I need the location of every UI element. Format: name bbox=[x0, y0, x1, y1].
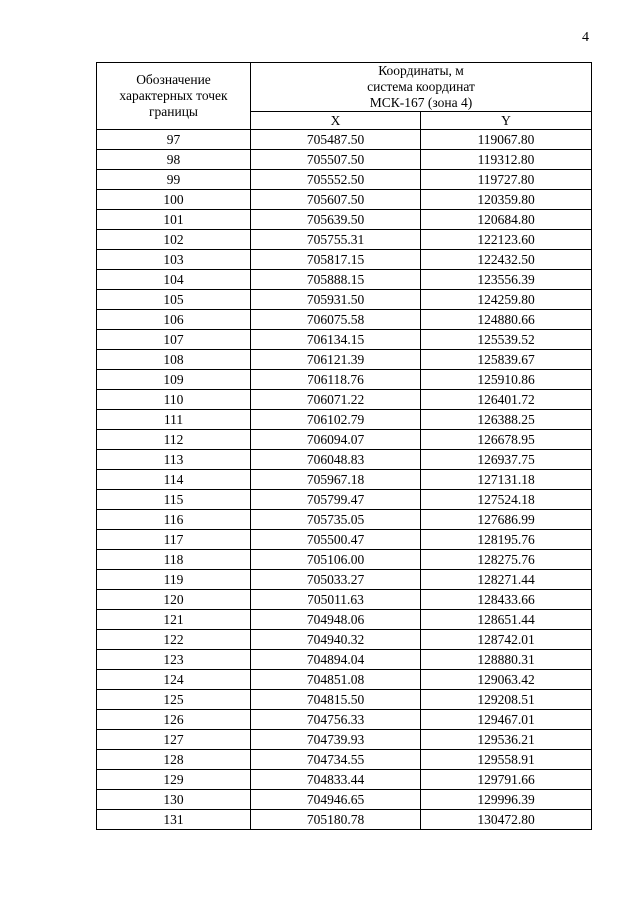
y-coordinate-cell: 127524.18 bbox=[421, 490, 592, 510]
table-row bbox=[97, 510, 592, 530]
coord-header-line: МСК-167 (зона 4) bbox=[369, 95, 473, 110]
x-coordinate-cell: 705552.50 bbox=[251, 170, 421, 190]
table-row bbox=[97, 610, 592, 630]
point-number-cell: 128 bbox=[97, 750, 251, 770]
y-coordinate-cell: 122432.50 bbox=[421, 250, 592, 270]
y-coordinate-cell: 126401.72 bbox=[421, 390, 592, 410]
y-coordinate-cell: 127131.18 bbox=[421, 470, 592, 490]
table-row bbox=[97, 210, 592, 230]
point-number-cell: 113 bbox=[97, 450, 251, 470]
y-coordinate-cell: 129208.51 bbox=[421, 690, 592, 710]
table-row bbox=[97, 410, 592, 430]
table-row bbox=[97, 490, 592, 510]
x-coordinate-cell: 705011.63 bbox=[251, 590, 421, 610]
x-coordinate-cell: 704894.04 bbox=[251, 650, 421, 670]
point-number-cell: 112 bbox=[97, 430, 251, 450]
y-coordinate-cell: 124880.66 bbox=[421, 310, 592, 330]
point-number-cell: 121 bbox=[97, 610, 251, 630]
point-number-cell: 127 bbox=[97, 730, 251, 750]
point-number-cell: 114 bbox=[97, 470, 251, 490]
table-row bbox=[97, 250, 592, 270]
y-coordinate-cell: 120684.80 bbox=[421, 210, 592, 230]
table-row bbox=[97, 690, 592, 710]
x-coordinate-cell: 706118.76 bbox=[251, 370, 421, 390]
x-coordinate-cell: 706048.83 bbox=[251, 450, 421, 470]
point-header-line: характерных точек bbox=[119, 88, 228, 103]
point-number-cell: 109 bbox=[97, 370, 251, 390]
table-row bbox=[97, 710, 592, 730]
table-row bbox=[97, 170, 592, 190]
x-coordinate-cell: 704756.33 bbox=[251, 710, 421, 730]
y-coordinate-cell: 119727.80 bbox=[421, 170, 592, 190]
table-row bbox=[97, 330, 592, 350]
y-coordinate-cell: 128651.44 bbox=[421, 610, 592, 630]
table-row bbox=[97, 530, 592, 550]
point-number-cell: 118 bbox=[97, 550, 251, 570]
x-coordinate-cell: 704833.44 bbox=[251, 770, 421, 790]
x-coordinate-cell: 704948.06 bbox=[251, 610, 421, 630]
y-coordinate-cell: 128880.31 bbox=[421, 650, 592, 670]
y-coordinate-cell: 122123.60 bbox=[421, 230, 592, 250]
point-number-cell: 130 bbox=[97, 790, 251, 810]
point-number-cell: 107 bbox=[97, 330, 251, 350]
y-coordinate-cell: 128275.76 bbox=[421, 550, 592, 570]
table-row bbox=[97, 190, 592, 210]
table-row bbox=[97, 370, 592, 390]
point-number-cell: 99 bbox=[97, 170, 251, 190]
y-coordinate-cell: 128433.66 bbox=[421, 590, 592, 610]
x-coordinate-cell: 705735.05 bbox=[251, 510, 421, 530]
x-coordinate-cell: 705106.00 bbox=[251, 550, 421, 570]
table-row bbox=[97, 750, 592, 770]
point-number-cell: 124 bbox=[97, 670, 251, 690]
point-number-cell: 125 bbox=[97, 690, 251, 710]
point-number-cell: 101 bbox=[97, 210, 251, 230]
point-number-cell: 106 bbox=[97, 310, 251, 330]
point-number-cell: 108 bbox=[97, 350, 251, 370]
table-row bbox=[97, 150, 592, 170]
point-number-cell: 119 bbox=[97, 570, 251, 590]
x-coordinate-cell: 706121.39 bbox=[251, 350, 421, 370]
y-coordinate-cell: 119312.80 bbox=[421, 150, 592, 170]
y-coordinate-cell: 128271.44 bbox=[421, 570, 592, 590]
x-coordinate-cell: 706075.58 bbox=[251, 310, 421, 330]
x-coordinate-cell: 705033.27 bbox=[251, 570, 421, 590]
point-number-cell: 97 bbox=[97, 130, 251, 150]
y-coordinate-cell: 129558.91 bbox=[421, 750, 592, 770]
y-coordinate-cell: 129467.01 bbox=[421, 710, 592, 730]
y-coordinate-cell: 125839.67 bbox=[421, 350, 592, 370]
point-number-cell: 131 bbox=[97, 810, 251, 830]
table-body bbox=[97, 130, 592, 830]
y-coordinate-cell: 129791.66 bbox=[421, 770, 592, 790]
point-number-cell: 116 bbox=[97, 510, 251, 530]
y-coordinate-cell: 125910.86 bbox=[421, 370, 592, 390]
point-number-cell: 98 bbox=[97, 150, 251, 170]
y-coordinate-cell: 124259.80 bbox=[421, 290, 592, 310]
x-coordinate-cell: 705817.15 bbox=[251, 250, 421, 270]
table-row bbox=[97, 310, 592, 330]
coord-header-line: система координат bbox=[367, 79, 475, 94]
table-row bbox=[97, 670, 592, 690]
point-designation-header bbox=[97, 63, 251, 130]
table-row bbox=[97, 570, 592, 590]
y-coordinate-cell: 119067.80 bbox=[421, 130, 592, 150]
x-coordinate-cell: 705487.50 bbox=[251, 130, 421, 150]
table-row bbox=[97, 450, 592, 470]
x-coordinate-cell: 706102.79 bbox=[251, 410, 421, 430]
y-coordinate-cell: 129996.39 bbox=[421, 790, 592, 810]
point-number-cell: 123 bbox=[97, 650, 251, 670]
table-row bbox=[97, 230, 592, 250]
y-coordinate-cell: 123556.39 bbox=[421, 270, 592, 290]
point-number-cell: 104 bbox=[97, 270, 251, 290]
point-number-cell: 102 bbox=[97, 230, 251, 250]
table-row bbox=[97, 130, 592, 150]
x-coordinate-cell: 704946.65 bbox=[251, 790, 421, 810]
table-row bbox=[97, 790, 592, 810]
x-coordinate-cell: 704739.93 bbox=[251, 730, 421, 750]
point-number-cell: 117 bbox=[97, 530, 251, 550]
table-row bbox=[97, 730, 592, 750]
coordinates-table bbox=[96, 62, 592, 830]
table-row bbox=[97, 650, 592, 670]
point-number-cell: 111 bbox=[97, 410, 251, 430]
x-coordinate-cell: 704815.50 bbox=[251, 690, 421, 710]
y-coordinate-cell: 127686.99 bbox=[421, 510, 592, 530]
x-column-header: X bbox=[251, 112, 421, 130]
y-coordinate-cell: 130472.80 bbox=[421, 810, 592, 830]
point-number-cell: 110 bbox=[97, 390, 251, 410]
y-coordinate-cell: 129063.42 bbox=[421, 670, 592, 690]
table-row bbox=[97, 590, 592, 610]
point-number-cell: 126 bbox=[97, 710, 251, 730]
point-number-cell: 105 bbox=[97, 290, 251, 310]
x-coordinate-cell: 705507.50 bbox=[251, 150, 421, 170]
y-coordinate-cell: 128195.76 bbox=[421, 530, 592, 550]
x-coordinate-cell: 705888.15 bbox=[251, 270, 421, 290]
x-coordinate-cell: 705799.47 bbox=[251, 490, 421, 510]
point-number-cell: 103 bbox=[97, 250, 251, 270]
table-row bbox=[97, 290, 592, 310]
x-coordinate-cell: 705639.50 bbox=[251, 210, 421, 230]
x-coordinate-cell: 704940.32 bbox=[251, 630, 421, 650]
table-row bbox=[97, 630, 592, 650]
x-coordinate-cell: 705607.50 bbox=[251, 190, 421, 210]
x-coordinate-cell: 706071.22 bbox=[251, 390, 421, 410]
x-coordinate-cell: 705180.78 bbox=[251, 810, 421, 830]
x-coordinate-cell: 704851.08 bbox=[251, 670, 421, 690]
y-coordinate-cell: 128742.01 bbox=[421, 630, 592, 650]
table-row bbox=[97, 390, 592, 410]
y-coordinate-cell: 126388.25 bbox=[421, 410, 592, 430]
x-coordinate-cell: 705967.18 bbox=[251, 470, 421, 490]
x-coordinate-cell: 706134.15 bbox=[251, 330, 421, 350]
x-coordinate-cell: 705755.31 bbox=[251, 230, 421, 250]
point-header-line: границы bbox=[148, 104, 199, 119]
table-row bbox=[97, 430, 592, 450]
page-number: 4 bbox=[582, 30, 589, 45]
coordinates-header bbox=[251, 63, 592, 112]
y-coordinate-cell: 125539.52 bbox=[421, 330, 592, 350]
x-coordinate-cell: 705500.47 bbox=[251, 530, 421, 550]
point-number-cell: 115 bbox=[97, 490, 251, 510]
y-coordinate-cell: 129536.21 bbox=[421, 730, 592, 750]
y-coordinate-cell: 126937.75 bbox=[421, 450, 592, 470]
point-header-line: Обозначение bbox=[136, 72, 211, 87]
table-header-row bbox=[97, 63, 592, 112]
table-row bbox=[97, 770, 592, 790]
y-coordinate-cell: 126678.95 bbox=[421, 430, 592, 450]
x-coordinate-cell: 706094.07 bbox=[251, 430, 421, 450]
y-column-header: Y bbox=[421, 112, 592, 130]
y-coordinate-cell: 120359.80 bbox=[421, 190, 592, 210]
table-row bbox=[97, 350, 592, 370]
point-number-cell: 120 bbox=[97, 590, 251, 610]
point-number-cell: 100 bbox=[97, 190, 251, 210]
coord-header-line: Координаты, м bbox=[378, 63, 464, 78]
point-number-cell: 129 bbox=[97, 770, 251, 790]
point-number-cell: 122 bbox=[97, 630, 251, 650]
x-coordinate-cell: 704734.55 bbox=[251, 750, 421, 770]
x-coordinate-cell: 705931.50 bbox=[251, 290, 421, 310]
table-row bbox=[97, 550, 592, 570]
table-row bbox=[97, 810, 592, 830]
table-row bbox=[97, 470, 592, 490]
table-row bbox=[97, 270, 592, 290]
